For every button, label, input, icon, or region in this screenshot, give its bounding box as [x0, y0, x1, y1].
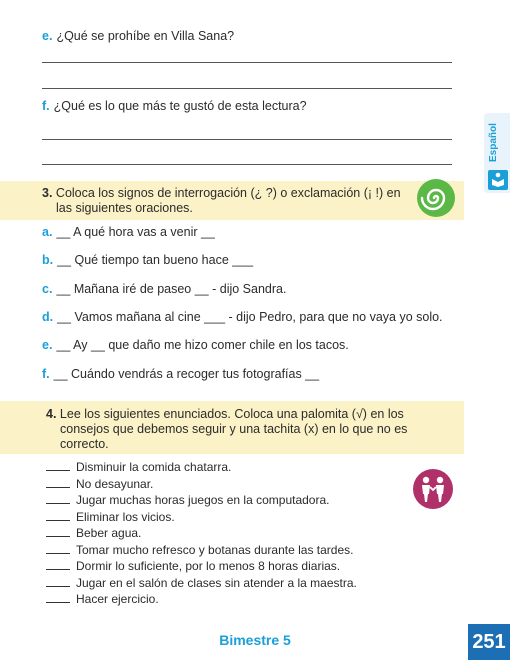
bimester-label: Bimestre 5: [219, 632, 291, 648]
question-letter: e.: [42, 29, 53, 43]
exercise-number: 3.: [42, 186, 53, 200]
exercise-4-header: [0, 401, 464, 454]
answer-blank[interactable]: [46, 575, 70, 587]
item-text: Eliminar los vicios.: [76, 509, 175, 524]
list-item: [46, 558, 357, 575]
list-item: [46, 492, 357, 509]
answer-blank[interactable]: [46, 591, 70, 603]
list-item: [46, 542, 357, 559]
exercise-number: 4.: [46, 407, 57, 421]
answer-blank[interactable]: [46, 542, 70, 554]
exercise-3-item-a: [42, 225, 215, 239]
list-item: [46, 591, 357, 608]
spiral-icon: [416, 178, 456, 218]
exercise-3-item-f: [42, 367, 319, 381]
question-text: ¿Qué es lo que más te gustó de esta lectura?: [53, 99, 307, 113]
item-letter: b.: [42, 253, 54, 267]
question-text: ¿Qué se prohíbe en Villa Sana?: [56, 29, 235, 43]
exercise-3-instruction: [42, 186, 401, 216]
answer-blank[interactable]: [46, 476, 70, 488]
instruction-line: correcto.: [60, 437, 109, 451]
exercise-4-instruction: [46, 407, 407, 452]
list-item: [46, 509, 357, 526]
exercise-3-item-e: [42, 338, 349, 352]
people-icon: [412, 468, 454, 510]
exercise-3-item-c: [42, 282, 286, 296]
item-text: Disminuir la comida chatarra.: [76, 460, 232, 474]
answer-blank[interactable]: [46, 525, 70, 537]
item-text: __ Qué tiempo tan bueno hace ___: [57, 253, 254, 267]
item-letter: a.: [42, 225, 53, 239]
item-text: __ A qué hora vas a venir __: [56, 225, 215, 239]
list-item: [46, 525, 357, 542]
item-letter: f.: [42, 367, 50, 381]
reading-figure-icon: [488, 170, 508, 190]
instruction-line: Lee los siguientes enunciados. Coloca una palomita (√) en los: [59, 407, 404, 421]
list-item: [46, 459, 357, 476]
item-text: Hacer ejercicio.: [76, 592, 159, 606]
item-letter: e.: [42, 338, 53, 352]
item-text: Jugar en el salón de clases sin atender a la maestra.: [76, 575, 357, 590]
exercise-3-header: [0, 181, 464, 220]
item-letter: c.: [42, 282, 53, 296]
item-letter: d.: [42, 310, 54, 324]
item-text: Tomar mucho refresco y botanas durante las tardes.: [76, 542, 354, 557]
item-text: No desayunar.: [76, 476, 154, 491]
answer-blank[interactable]: [46, 558, 70, 570]
item-text: Jugar muchas horas juegos en la computadora.: [76, 493, 330, 507]
item-text: __ Cuándo vendrás a recoger tus fotografías __: [53, 367, 320, 381]
instruction-line: las siguientes oraciones.: [56, 201, 193, 215]
answer-line[interactable]: [42, 164, 452, 165]
list-item: [46, 476, 357, 493]
answer-line[interactable]: [42, 139, 452, 140]
item-text: __ Ay __ que daño me hizo comer chile en los tacos.: [56, 338, 349, 352]
answer-line[interactable]: [42, 88, 452, 89]
item-text: Beber agua.: [76, 526, 142, 540]
instruction-line: Coloca los signos de interrogación (¿ ?) o exclamación (¡ !) en: [55, 186, 401, 200]
exercise-3-item-d: [42, 310, 443, 324]
list-item: [46, 575, 357, 592]
item-text: __ Vamos mañana al cine ___ - dijo Pedro, para que no vaya yo solo.: [57, 310, 443, 324]
instruction-line: consejos que debemos seguir y una tachita (x) en lo que no es: [60, 422, 408, 436]
item-text: __ Mañana iré de paseo __ - dijo Sandra.: [56, 282, 287, 296]
exercise-4-checklist: [46, 459, 357, 608]
answer-blank[interactable]: [46, 459, 70, 471]
question-e: [42, 29, 234, 43]
subject-label: Español: [488, 123, 499, 163]
answer-line[interactable]: [42, 62, 452, 63]
page-number: 251: [468, 624, 510, 660]
answer-blank[interactable]: [46, 492, 70, 504]
question-f: [42, 99, 307, 113]
answer-blank[interactable]: [46, 509, 70, 521]
question-letter: f.: [42, 99, 50, 113]
item-text: Dormir lo suficiente, por lo menos 8 horas diarias.: [76, 559, 341, 573]
exercise-3-item-b: [42, 253, 253, 267]
